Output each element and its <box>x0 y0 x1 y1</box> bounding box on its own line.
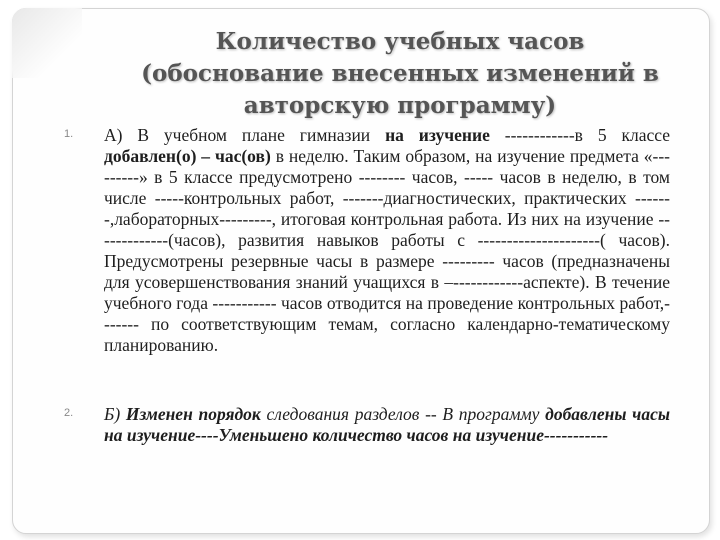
item2-text-a: Б) <box>104 404 126 424</box>
list-item-2 <box>104 404 670 446</box>
item1-text-b: ------------в 5 классе <box>489 125 670 145</box>
item2-text-b: следования разделов -- В программу <box>260 404 546 424</box>
item1-text-bold-a: на изучение <box>385 125 490 145</box>
item2-text-bold-b: добавлены часы на изучение----Уменьшено количество часов на изучение----------- <box>104 404 671 445</box>
slide-title: Количество учебных часов (обоснование внесенных изменений в авторскую программу) <box>141 28 659 119</box>
item2-text-bold-a: Изменен порядок <box>125 404 261 424</box>
item1-text-c: в неделю. Таким образом, на изучение предмета «---------» в 5 классе предусмотрено -------- часов, ----- часов в неделю, в том числе -----контрольных работ, -------диагностических, практических -------,лабораторных---------, итоговая контрольная работа. Из них на изучение -------------(часов), развития навыков работы с ---------------------( часов). Предусмотрены резервные часы в размере --------- часов (предназначены для усовершенствования знаний учащихся в –------------аспекте). В течение учебного года ----------- часов отводится на проведение контрольных работ,------- по соответствующим темам, согласно календарно-тематическому планированию. <box>104 146 671 355</box>
item1-text-a: А) В учебном плане гимназии <box>104 125 386 145</box>
list-number-1: 1. <box>64 128 74 140</box>
list-number-2: 2. <box>64 407 74 419</box>
list-item-1 <box>104 125 670 356</box>
item1-text-bold-b: добавлен(о) – час(ов) <box>104 146 271 166</box>
slide-corner-decoration <box>12 8 82 78</box>
